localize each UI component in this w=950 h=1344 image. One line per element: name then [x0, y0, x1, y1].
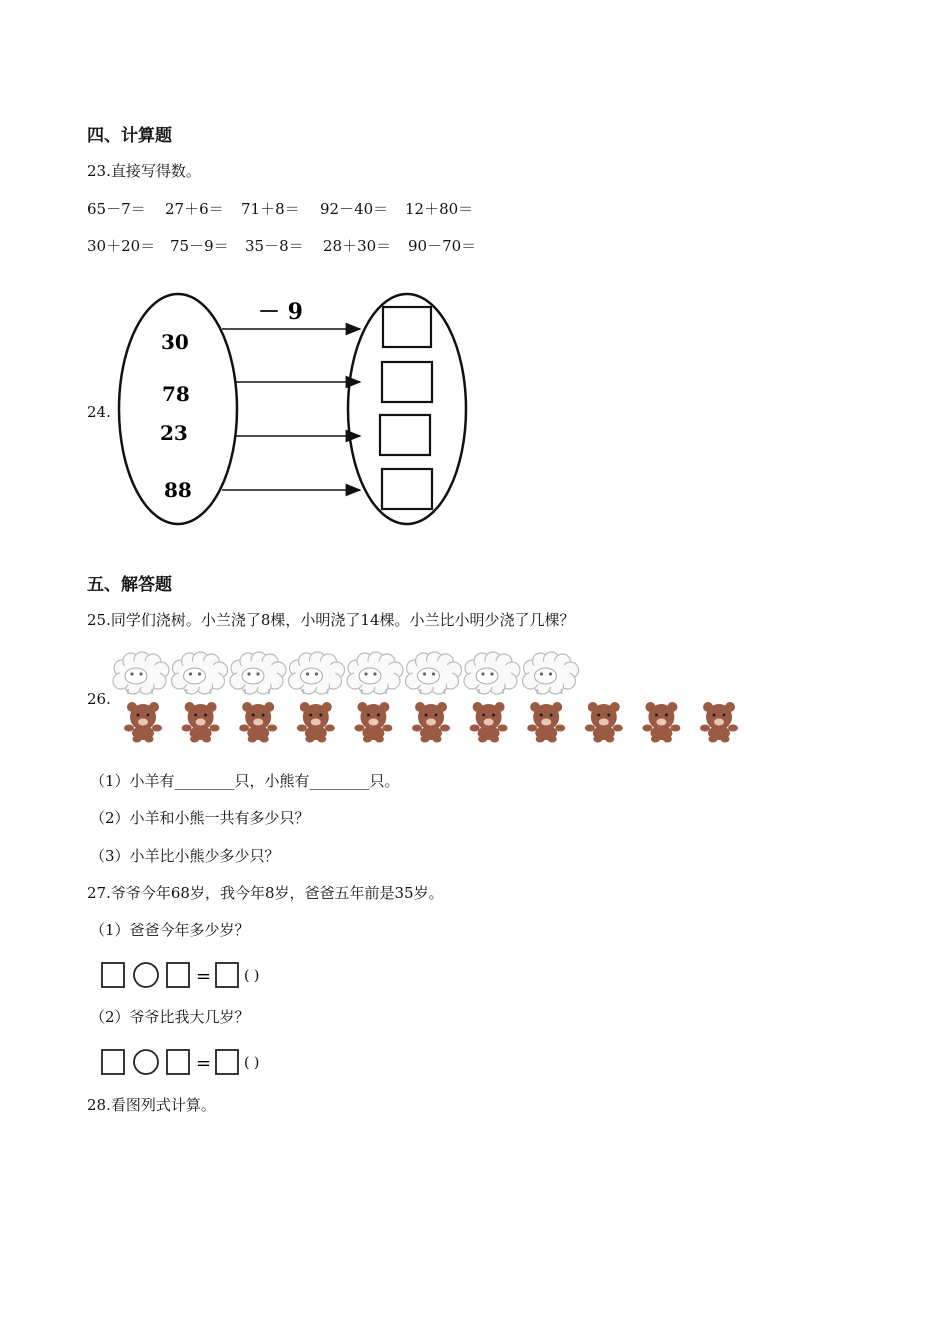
answer-box[interactable]	[383, 307, 431, 347]
equals-sign: =	[196, 966, 212, 987]
q24-number: 24.	[87, 403, 111, 421]
calc-item: 65－7＝	[87, 200, 146, 218]
sheep-icon	[113, 652, 169, 694]
q27-prompt: 27.爷爷今年68岁，我今年8岁，爸爸五年前是35岁。	[87, 884, 444, 902]
calc-item: 71＋8＝	[241, 200, 300, 218]
q26-part-3: （3）小羊比小熊少多少只？	[90, 847, 280, 865]
calc-item: 35－8＝	[245, 237, 304, 255]
equation-template	[98, 1045, 308, 1079]
q24-mapping-diagram	[110, 285, 480, 535]
bear-icon	[700, 702, 738, 743]
section-5-title: 五、解答题	[87, 575, 172, 595]
equation-template	[98, 958, 308, 992]
calc-item: 27＋6＝	[165, 200, 224, 218]
sheep-icon	[523, 652, 579, 694]
equals-sign: =	[196, 1053, 212, 1074]
calc-item: 92－40＝	[320, 200, 389, 218]
input-value: 88	[164, 478, 192, 502]
sheep-icon	[347, 652, 403, 694]
bear-icon	[124, 702, 162, 743]
input-value: 30	[161, 330, 189, 354]
input-value: 23	[160, 421, 188, 445]
number-box[interactable]	[167, 1050, 189, 1074]
bear-icon	[642, 702, 680, 743]
q25-text: 25.同学们浇树。小兰浇了8棵，小明浇了14棵。小兰比小明少浇了几棵？	[87, 611, 575, 629]
bear-icon	[412, 702, 450, 743]
result-box[interactable]	[216, 963, 238, 987]
bear-icon	[354, 702, 392, 743]
number-box[interactable]	[102, 1050, 124, 1074]
calc-item: 28＋30＝	[323, 237, 392, 255]
bear-icon	[182, 702, 220, 743]
answer-box[interactable]	[380, 415, 430, 455]
section-4-title: 四、计算题	[87, 126, 172, 146]
bear-icon	[297, 702, 335, 743]
calc-item: 30＋20＝	[87, 237, 156, 255]
sheep-icon	[406, 652, 462, 694]
sheep-icon	[230, 652, 286, 694]
q27-part-2: （2）爷爷比我大几岁？	[90, 1008, 250, 1026]
sheep-icon	[289, 652, 345, 694]
q23-prompt: 23.直接写得数。	[87, 162, 201, 180]
bear-icon	[585, 702, 623, 743]
operator-circle[interactable]	[134, 1050, 158, 1074]
operator-circle[interactable]	[134, 963, 158, 987]
q26-number: 26.	[87, 690, 111, 708]
calc-item: 75－9＝	[170, 237, 229, 255]
answer-box[interactable]	[382, 362, 432, 402]
number-box[interactable]	[102, 963, 124, 987]
unit-blank[interactable]: ( )	[244, 1055, 260, 1071]
q28-prompt: 28.看图列式计算。	[87, 1096, 216, 1114]
result-box[interactable]	[216, 1050, 238, 1074]
answer-box[interactable]	[382, 469, 432, 509]
bear-icon	[527, 702, 565, 743]
number-box[interactable]	[167, 963, 189, 987]
sheep-icon	[172, 652, 228, 694]
calc-item: 12＋80＝	[405, 200, 474, 218]
unit-blank[interactable]: ( )	[244, 968, 260, 984]
q27-part-1: （1）爸爸今年多少岁？	[90, 921, 250, 939]
sheep-icon	[464, 652, 520, 694]
q26-animals-picture	[112, 648, 752, 748]
q26-part-1: （1）小羊有________只，小熊有________只。	[90, 772, 400, 790]
calc-item: 90－70＝	[408, 237, 477, 255]
bear-icon	[470, 702, 508, 743]
output-ellipse	[348, 294, 466, 524]
bear-icon	[239, 702, 277, 743]
operation-label: － 9	[258, 299, 303, 325]
q26-part-2: （2）小羊和小熊一共有多少只？	[90, 809, 310, 827]
input-value: 78	[162, 382, 190, 406]
